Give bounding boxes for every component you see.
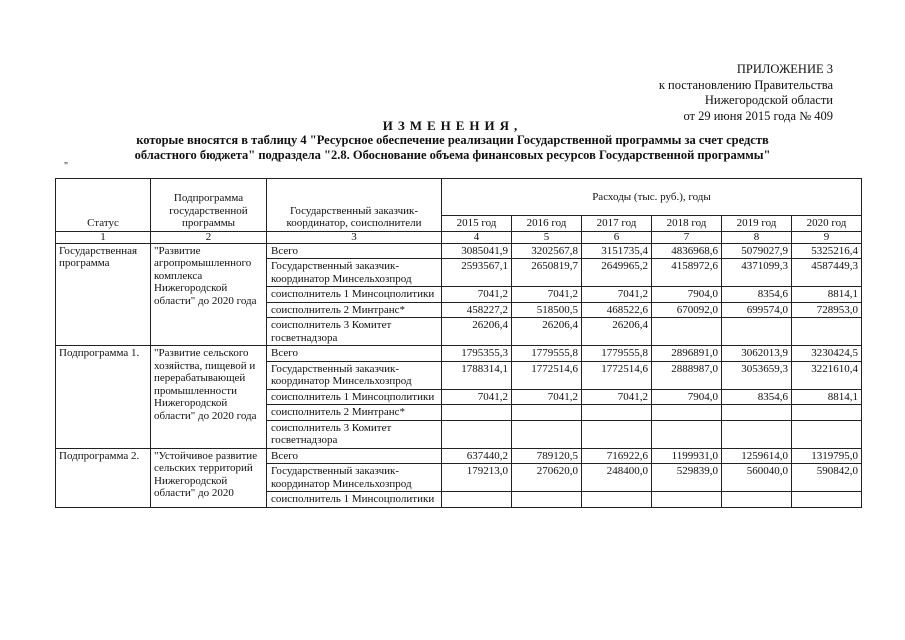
amount-cell: 5325216,4 xyxy=(792,243,862,259)
amount-cell: 3202567,8 xyxy=(512,243,582,259)
index-cell: 4 xyxy=(442,231,512,243)
amount-cell xyxy=(722,405,792,421)
amount-cell: 7904,0 xyxy=(652,287,722,303)
amount-cell: 1199931,0 xyxy=(652,448,722,464)
header-year: 2019 год xyxy=(722,216,792,232)
executor-cell: Государственный заказчик-координатор Минсельхозпрод xyxy=(267,361,442,389)
header-customer: Государственный заказчик-координатор, соисполнители xyxy=(267,179,442,232)
amount-cell: 8814,1 xyxy=(792,287,862,303)
amount-cell: 468522,6 xyxy=(582,302,652,318)
amount-cell xyxy=(512,420,582,448)
table-row xyxy=(56,346,862,362)
index-cell: 6 xyxy=(582,231,652,243)
table-body xyxy=(56,243,862,507)
amount-cell: 26206,4 xyxy=(582,318,652,346)
amount-cell: 560040,0 xyxy=(722,464,792,492)
amount-cell: 3085041,9 xyxy=(442,243,512,259)
resources-table xyxy=(55,178,862,508)
amount-cell: 716922,6 xyxy=(582,448,652,464)
header-expenses: Расходы (тыс. руб.), годы xyxy=(442,179,862,216)
amount-cell: 3062013,9 xyxy=(722,346,792,362)
header-status: Статус xyxy=(56,179,151,232)
amount-cell: 3230424,5 xyxy=(792,346,862,362)
amount-cell: 637440,2 xyxy=(442,448,512,464)
executor-cell: Всего xyxy=(267,346,442,362)
amount-cell: 458227,2 xyxy=(442,302,512,318)
subprogram-cell: "Развитие сельского хозяйства, пищевой и перерабатывающей промышленности Нижегородской области" до 2020 года xyxy=(151,346,267,449)
amount-cell: 1779555,8 xyxy=(582,346,652,362)
amount-cell xyxy=(792,405,862,421)
amount-cell: 26206,4 xyxy=(442,318,512,346)
amount-cell: 7041,2 xyxy=(582,389,652,405)
executor-cell: соисполнитель 2 Минтранс* xyxy=(267,302,442,318)
amount-cell: 2896891,0 xyxy=(652,346,722,362)
amount-cell: 7041,2 xyxy=(512,389,582,405)
amount-cell: 1788314,1 xyxy=(442,361,512,389)
amount-cell xyxy=(652,492,722,508)
amount-cell: 4158972,6 xyxy=(652,259,722,287)
status-cell: Государственная программа xyxy=(56,243,151,346)
amount-cell xyxy=(722,318,792,346)
executor-cell: соисполнитель 3 Комитет госветнадзора xyxy=(267,420,442,448)
amount-cell: 518500,5 xyxy=(512,302,582,318)
amount-cell xyxy=(582,405,652,421)
executor-cell: Государственный заказчик-координатор Минсельхозпрод xyxy=(267,464,442,492)
index-cell: 8 xyxy=(722,231,792,243)
amount-cell: 7904,0 xyxy=(652,389,722,405)
amount-cell: 789120,5 xyxy=(512,448,582,464)
amount-cell: 7041,2 xyxy=(512,287,582,303)
amount-cell: 529839,0 xyxy=(652,464,722,492)
amount-cell xyxy=(442,492,512,508)
amount-cell: 1779555,8 xyxy=(512,346,582,362)
amount-cell: 26206,4 xyxy=(512,318,582,346)
amount-cell xyxy=(652,318,722,346)
appendix-date: от 29 июня 2015 года № 409 xyxy=(683,108,833,123)
amount-cell: 699574,0 xyxy=(722,302,792,318)
subprogram-cell: "Устойчивое развитие сельских территорий Нижегородской области" до 2020 xyxy=(151,448,267,507)
executor-cell: соисполнитель 1 Минсоцполитики xyxy=(267,287,442,303)
amount-cell: 1772514,6 xyxy=(512,361,582,389)
amount-cell xyxy=(442,420,512,448)
amount-cell xyxy=(792,420,862,448)
appendix-decree: к постановлению Правительства xyxy=(658,77,833,92)
status-cell: Подпрограмма 2. xyxy=(56,448,151,507)
amount-cell: 1259614,0 xyxy=(722,448,792,464)
amount-cell: 728953,0 xyxy=(792,302,862,318)
amount-cell: 2649965,2 xyxy=(582,259,652,287)
header-row-top xyxy=(56,179,862,216)
amount-cell: 1772514,6 xyxy=(582,361,652,389)
amount-cell xyxy=(512,492,582,508)
amount-cell: 3053659,3 xyxy=(722,361,792,389)
index-cell: 5 xyxy=(512,231,582,243)
amount-cell: 1795355,3 xyxy=(442,346,512,362)
executor-cell: соисполнитель 1 Минсоцполитики xyxy=(267,389,442,405)
header-year: 2016 год xyxy=(512,216,582,232)
executor-cell: Всего xyxy=(267,448,442,464)
amount-cell: 4371099,3 xyxy=(722,259,792,287)
amount-cell xyxy=(512,405,582,421)
executor-cell: соисполнитель 3 Комитет госветнадзора xyxy=(267,318,442,346)
index-cell: 3 xyxy=(267,231,442,243)
header-year: 2020 год xyxy=(792,216,862,232)
amount-cell: 1319795,0 xyxy=(792,448,862,464)
amount-cell xyxy=(652,405,722,421)
amount-cell: 270620,0 xyxy=(512,464,582,492)
executor-cell: Всего xyxy=(267,243,442,259)
amount-cell: 2650819,7 xyxy=(512,259,582,287)
amount-cell xyxy=(792,318,862,346)
header-year: 2017 год xyxy=(582,216,652,232)
table-row xyxy=(56,243,862,259)
amount-cell: 248400,0 xyxy=(582,464,652,492)
amount-cell: 8814,1 xyxy=(792,389,862,405)
document-heading xyxy=(0,118,905,163)
amount-cell: 5079027,9 xyxy=(722,243,792,259)
heading-line-2: областного бюджета" подраздела "2.8. Обоснование объема финансовых ресурсов Государственной программы" xyxy=(134,148,771,162)
status-cell: Подпрограмма 1. xyxy=(56,346,151,449)
index-row xyxy=(56,231,862,243)
amount-cell: 7041,2 xyxy=(442,389,512,405)
amount-cell: 3221610,4 xyxy=(792,361,862,389)
amount-cell: 8354,6 xyxy=(722,389,792,405)
amount-cell xyxy=(582,492,652,508)
amount-cell: 179213,0 xyxy=(442,464,512,492)
header-year: 2018 год xyxy=(652,216,722,232)
amount-cell xyxy=(722,492,792,508)
heading-title: ИЗМЕНЕНИЯ, xyxy=(382,118,523,133)
amount-cell xyxy=(582,420,652,448)
amount-cell: 2593567,1 xyxy=(442,259,512,287)
amount-cell: 4587449,3 xyxy=(792,259,862,287)
amount-cell: 590842,0 xyxy=(792,464,862,492)
amount-cell xyxy=(722,420,792,448)
appendix-label: ПРИЛОЖЕНИЕ 3 xyxy=(736,62,833,76)
subprogram-cell: "Развитие агропромышленного комплекса Нижегородской области" до 2020 года xyxy=(151,243,267,346)
index-cell: 1 xyxy=(56,231,151,243)
amount-cell: 3151735,4 xyxy=(582,243,652,259)
amount-cell: 4836968,6 xyxy=(652,243,722,259)
index-cell: 7 xyxy=(652,231,722,243)
executor-cell: Государственный заказчик-координатор Минсельхозпрод xyxy=(267,259,442,287)
stray-quote-mark: " xyxy=(64,161,69,172)
amount-cell xyxy=(442,405,512,421)
executor-cell: соисполнитель 1 Минсоцполитики xyxy=(267,492,442,508)
amount-cell: 7041,2 xyxy=(582,287,652,303)
header-subprogram: Подпрограмма государственной программы xyxy=(151,179,267,232)
amount-cell: 8354,6 xyxy=(722,287,792,303)
index-cell: 2 xyxy=(151,231,267,243)
index-cell: 9 xyxy=(792,231,862,243)
amount-cell xyxy=(652,420,722,448)
table-row xyxy=(56,448,862,464)
amount-cell: 2888987,0 xyxy=(652,361,722,389)
amount-cell xyxy=(792,492,862,508)
header-year: 2015 год xyxy=(442,216,512,232)
appendix-block xyxy=(633,62,833,124)
heading-line-1: которые вносятся в таблицу 4 "Ресурсное обеспечение реализации Государственной программы за счет средств xyxy=(136,133,769,147)
appendix-region: Нижегородской области xyxy=(704,93,833,107)
executor-cell: соисполнитель 2 Минтранс* xyxy=(267,405,442,421)
amount-cell: 7041,2 xyxy=(442,287,512,303)
amount-cell: 670092,0 xyxy=(652,302,722,318)
